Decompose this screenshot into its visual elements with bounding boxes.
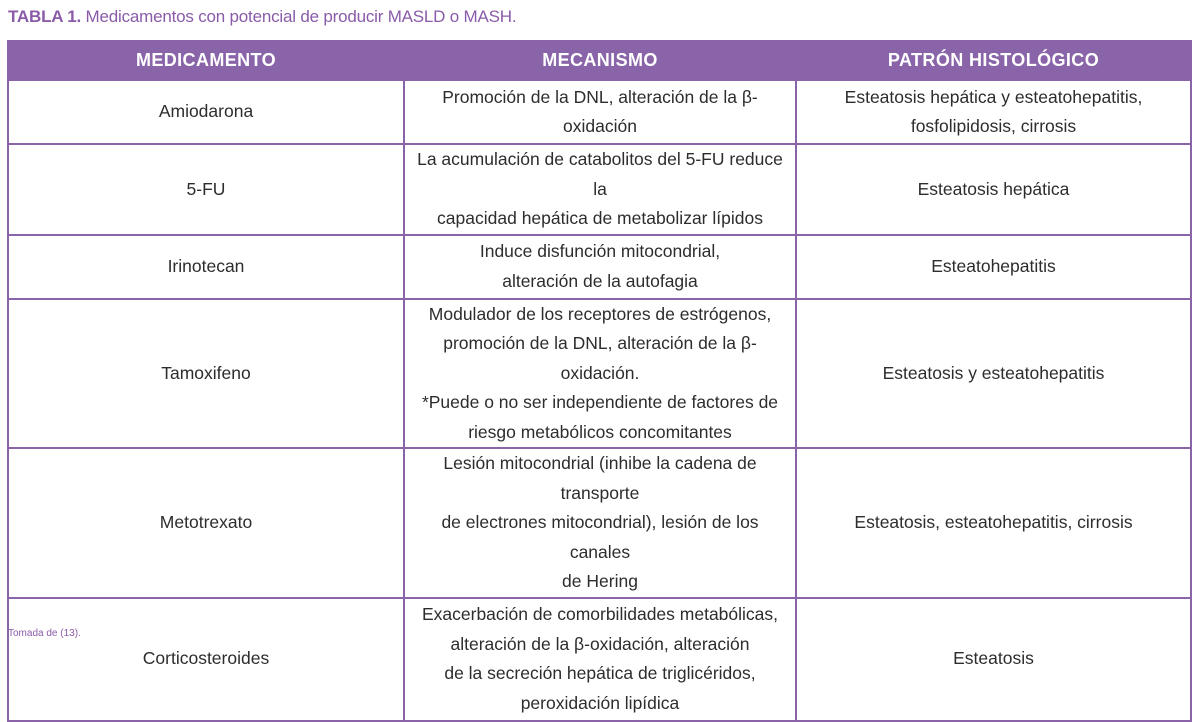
cell-mechanism: Promoción de la DNL, alteración de la β-oxidación (404, 80, 796, 144)
table-row (8, 299, 1191, 449)
table-caption-text: Medicamentos con potencial de producir MASLD o MASH. (81, 7, 517, 26)
table-caption-label: TABLA 1. (8, 7, 82, 26)
cell-drug: 5-FU (8, 144, 404, 235)
table-caption (8, 6, 516, 28)
cell-pattern: Esteatosis (796, 598, 1191, 721)
cell-mechanism: Exacerbación de comorbilidades metabólicas, alteración de la β-oxidación, alteración de la secreción hepática de triglicéridos, peroxidación lipídica (404, 598, 796, 721)
cell-drug: Irinotecan (8, 235, 404, 299)
table-row (8, 448, 1191, 598)
table-row (8, 144, 1191, 235)
medications-table (7, 40, 1190, 722)
cell-pattern: Esteatohepatitis (796, 235, 1191, 299)
cell-drug: Tamoxifeno (8, 299, 404, 449)
cell-pattern: Esteatosis hepática (796, 144, 1191, 235)
column-header-patron-histologico: PATRÓN HISTOLÓGICO (796, 41, 1191, 80)
column-header-mecanismo: MECANISMO (404, 41, 796, 80)
cell-mechanism: Modulador de los receptores de estrógenos, promoción de la DNL, alteración de la β-oxidación. *Puede o no ser independiente de factores de riesgo metabólicos concomitantes (404, 299, 796, 449)
table-row (8, 598, 1191, 721)
cell-drug: Metotrexato (8, 448, 404, 598)
cell-drug: Amiodarona (8, 80, 404, 144)
cell-pattern: Esteatosis hepática y esteatohepatitis, fosfolipidosis, cirrosis (796, 80, 1191, 144)
cell-pattern: Esteatosis, esteatohepatitis, cirrosis (796, 448, 1191, 598)
cell-mechanism: La acumulación de catabolitos del 5-FU reduce la capacidad hepática de metabolizar lípidos (404, 144, 796, 235)
table-header-row (8, 41, 1191, 80)
table-footnote: Tomada de (13). (8, 628, 81, 639)
column-header-medicamento: MEDICAMENTO (8, 41, 404, 80)
table-row (8, 235, 1191, 299)
table-row (8, 80, 1191, 144)
cell-pattern: Esteatosis y esteatohepatitis (796, 299, 1191, 449)
cell-drug: Corticosteroides (8, 598, 404, 721)
cell-mechanism: Induce disfunción mitocondrial, alteración de la autofagia (404, 235, 796, 299)
cell-mechanism: Lesión mitocondrial (inhibe la cadena de transporte de electrones mitocondrial), lesión de los canales de Hering (404, 448, 796, 598)
